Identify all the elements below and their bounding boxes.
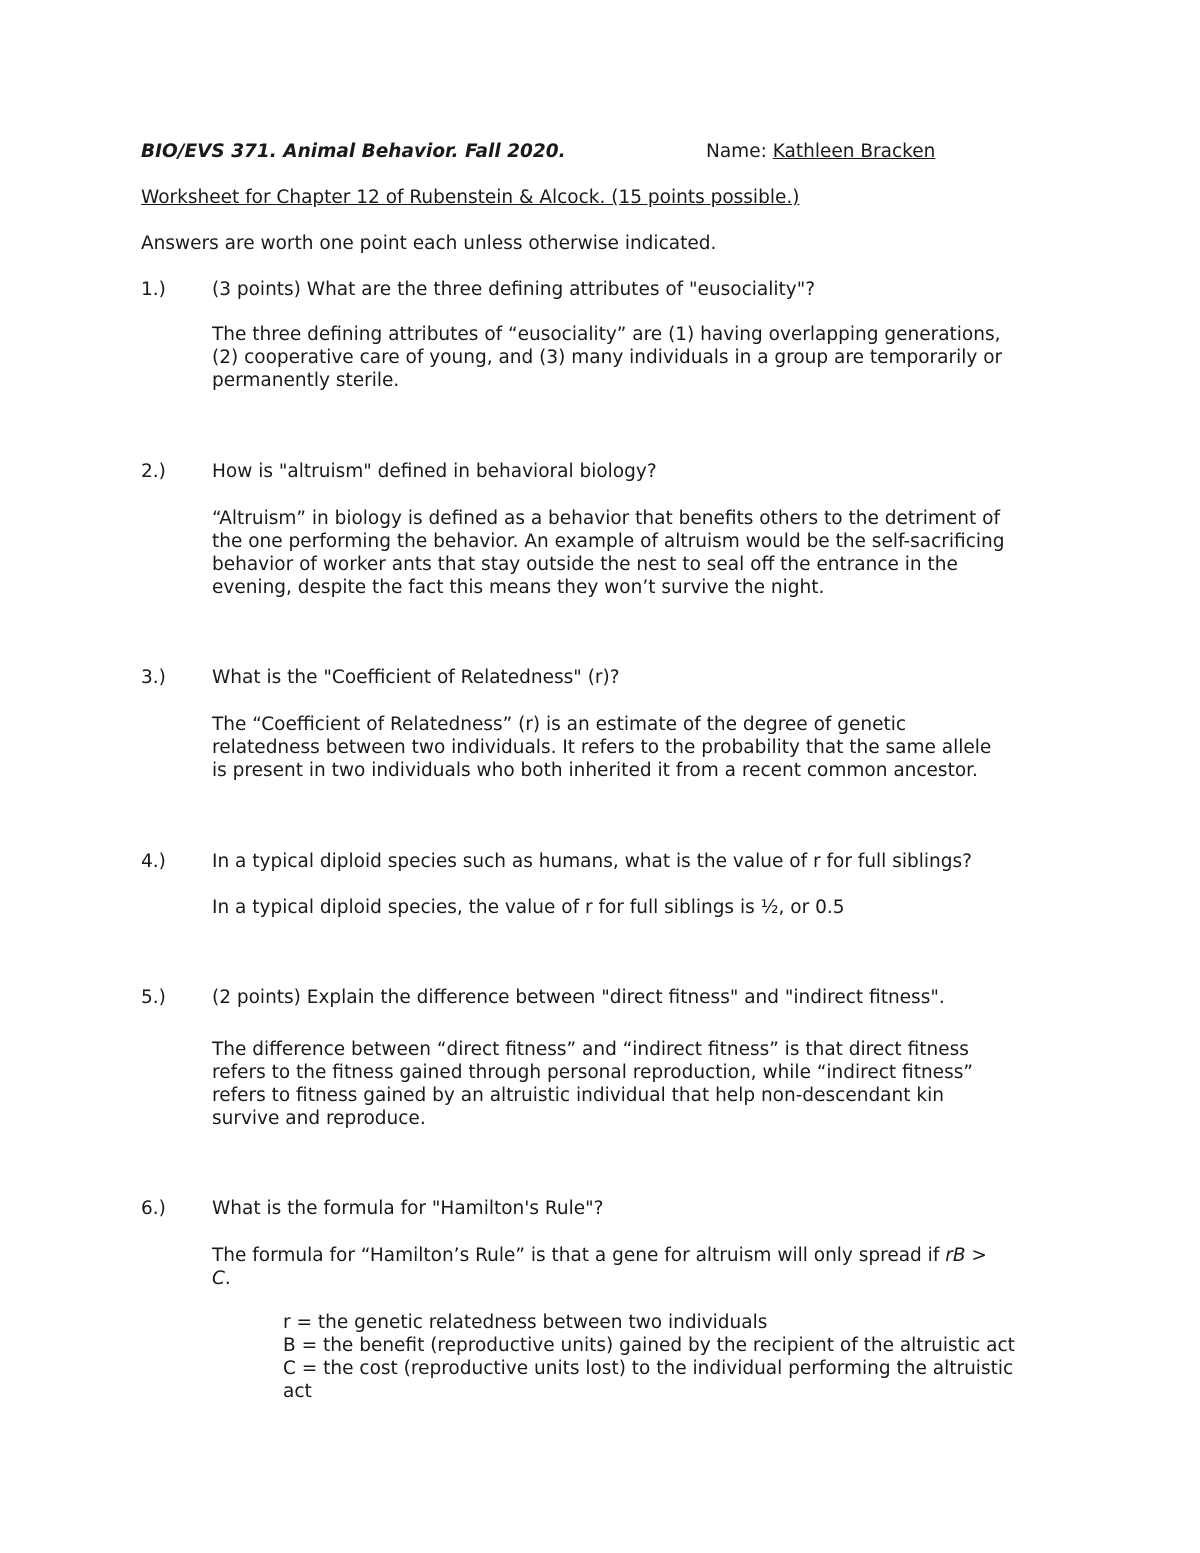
answer-end: .	[224, 1268, 231, 1289]
worksheet-title: Worksheet for Chapter 12 of Rubenstein & Alcock. (15 points possible.)	[141, 187, 800, 208]
answer	[212, 323, 1072, 392]
answer-text: The formula for “Hamilton’s Rule” is that a gene for altruism will only spread if	[212, 1245, 946, 1266]
answer-line: The difference between “direct fitness” and “indirect fitness” is that direct fitness	[212, 1039, 969, 1060]
question-text: (3 points) What are the three defining attributes of "eusociality"?	[212, 279, 816, 300]
formula-operator: >	[965, 1245, 987, 1266]
question-text: How is "altruism" defined in behavioral biology?	[212, 461, 657, 482]
answer	[212, 896, 1072, 919]
question-text: What is the "Coefficient of Relatedness" (r)?	[212, 667, 620, 688]
question-number: 5.)	[141, 987, 166, 1008]
answer-line: survive and reproduce.	[212, 1108, 426, 1129]
answer-line: The three defining attributes of “eusociality” are (1) having overlapping generations,	[212, 324, 1001, 345]
answer	[212, 1244, 1072, 1290]
question-number: 2.)	[141, 461, 166, 482]
answer-line	[212, 1244, 1072, 1267]
answer-line: behavior of worker ants that stay outside the nest to seal off the entrance in the	[212, 554, 958, 575]
definition-line: B = the benefit (reproductive units) gained by the recipient of the altruistic act	[283, 1335, 1015, 1356]
answer	[212, 1038, 1072, 1130]
question-text: In a typical diploid species such as humans, what is the value of r for full siblings?	[212, 851, 972, 872]
answer-line: is present in two individuals who both inherited it from a recent common ancestor.	[212, 760, 978, 781]
question-number: 4.)	[141, 851, 166, 872]
answer-line: relatedness between two individuals. It refers to the probability that the same allele	[212, 737, 992, 758]
answer-line: refers to the fitness gained through personal reproduction, while “indirect fitness”	[212, 1062, 973, 1083]
name-label: Name:	[706, 141, 773, 162]
definition-line: r = the genetic relatedness between two individuals	[283, 1312, 768, 1333]
definition-line: act	[283, 1381, 312, 1402]
question-number: 3.)	[141, 667, 166, 688]
student-name	[706, 141, 935, 162]
answer-line: (2) cooperative care of young, and (3) many individuals in a group are temporarily or	[212, 347, 1003, 368]
question-number: 1.)	[141, 279, 166, 300]
question-text: (2 points) Explain the difference between "direct fitness" and "indirect fitness".	[212, 987, 945, 1008]
name-value: Kathleen Bracken	[772, 141, 936, 162]
answer	[212, 713, 1072, 782]
answer-line	[212, 1267, 1072, 1290]
definition-line: C = the cost (reproductive units lost) to the individual performing the altruistic	[283, 1358, 1014, 1379]
answer-line: the one performing the behavior. An example of altruism would be the self-sacrificing	[212, 531, 1005, 552]
instructions: Answers are worth one point each unless otherwise indicated.	[141, 233, 717, 254]
answer	[212, 507, 1072, 599]
answer-line: The “Coefficient of Relatedness” (r) is an estimate of the degree of genetic	[212, 714, 907, 735]
formula-rb: rB	[945, 1245, 966, 1266]
answer-line: In a typical diploid species, the value of r for full siblings is ½, or 0.5	[212, 897, 845, 918]
question-text: What is the formula for "Hamilton's Rule"?	[212, 1198, 604, 1219]
answer-line: refers to fitness gained by an altruistic individual that help non-descendant kin	[212, 1085, 944, 1106]
definitions-list	[283, 1311, 1073, 1403]
answer-line: evening, despite the fact this means they won’t survive the night.	[212, 577, 825, 598]
answer-line: permanently sterile.	[212, 370, 400, 391]
course-heading: BIO/EVS 371. Animal Behavior. Fall 2020.	[141, 141, 566, 162]
formula-c: C	[212, 1268, 225, 1289]
question-number: 6.)	[141, 1198, 166, 1219]
answer-line: “Altruism” in biology is defined as a behavior that benefits others to the detriment of	[212, 508, 1000, 529]
